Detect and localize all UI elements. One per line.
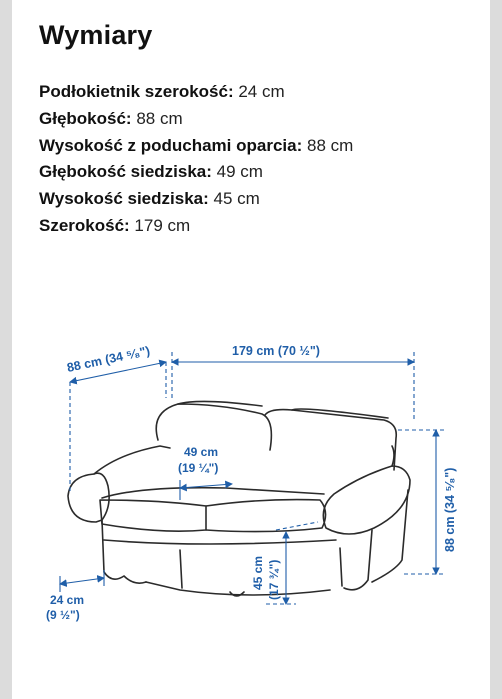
dimensions-card [12, 0, 490, 699]
spec-list [39, 79, 353, 240]
spec-value: 179 cm [129, 215, 191, 235]
spec-value: 45 cm [208, 189, 260, 209]
spec-label: Głębokość siedziska: [39, 162, 212, 182]
spec-height-with-cushions [39, 133, 353, 160]
armrest-cm-label: 24 cm [50, 593, 85, 607]
spec-label: Głębokość: [39, 108, 132, 128]
spec-value: 49 cm [211, 162, 263, 182]
seat-height-cm-label: 45 cm [251, 555, 265, 590]
spec-label: Wysokość z poduchami oparcia: [39, 135, 303, 155]
section-title: Wymiary [39, 20, 153, 50]
spec-label: Szerokość: [39, 215, 130, 235]
spec-width [39, 213, 353, 240]
height-label: 88 cm (34 ⁵⁄₈") [443, 467, 457, 552]
spec-depth [39, 106, 353, 133]
spec-label: Wysokość siedziska: [39, 189, 209, 209]
spec-label: Podłokietnik szerokość: [39, 82, 234, 101]
spec-value: 24 cm [233, 82, 285, 101]
depth-label: 88 cm (34 ⁵⁄₈") [65, 343, 152, 375]
spec-seat-depth [39, 159, 353, 186]
spec-value: 88 cm [131, 108, 183, 128]
sofa-dimension-diagram [12, 330, 490, 630]
sofa-drawing [68, 401, 410, 596]
spec-seat-height [39, 186, 353, 213]
spec-value: 88 cm [302, 135, 354, 155]
seat-depth-cm-label: 49 cm [184, 445, 219, 459]
seat-depth-in-label: (19 ¼") [178, 461, 219, 475]
width-label: 179 cm (70 ½") [232, 344, 320, 358]
armrest-in-label: (9 ½") [46, 608, 80, 622]
seat-height-in-label: (17 ¾") [267, 559, 281, 600]
spec-armrest-width [39, 79, 353, 106]
